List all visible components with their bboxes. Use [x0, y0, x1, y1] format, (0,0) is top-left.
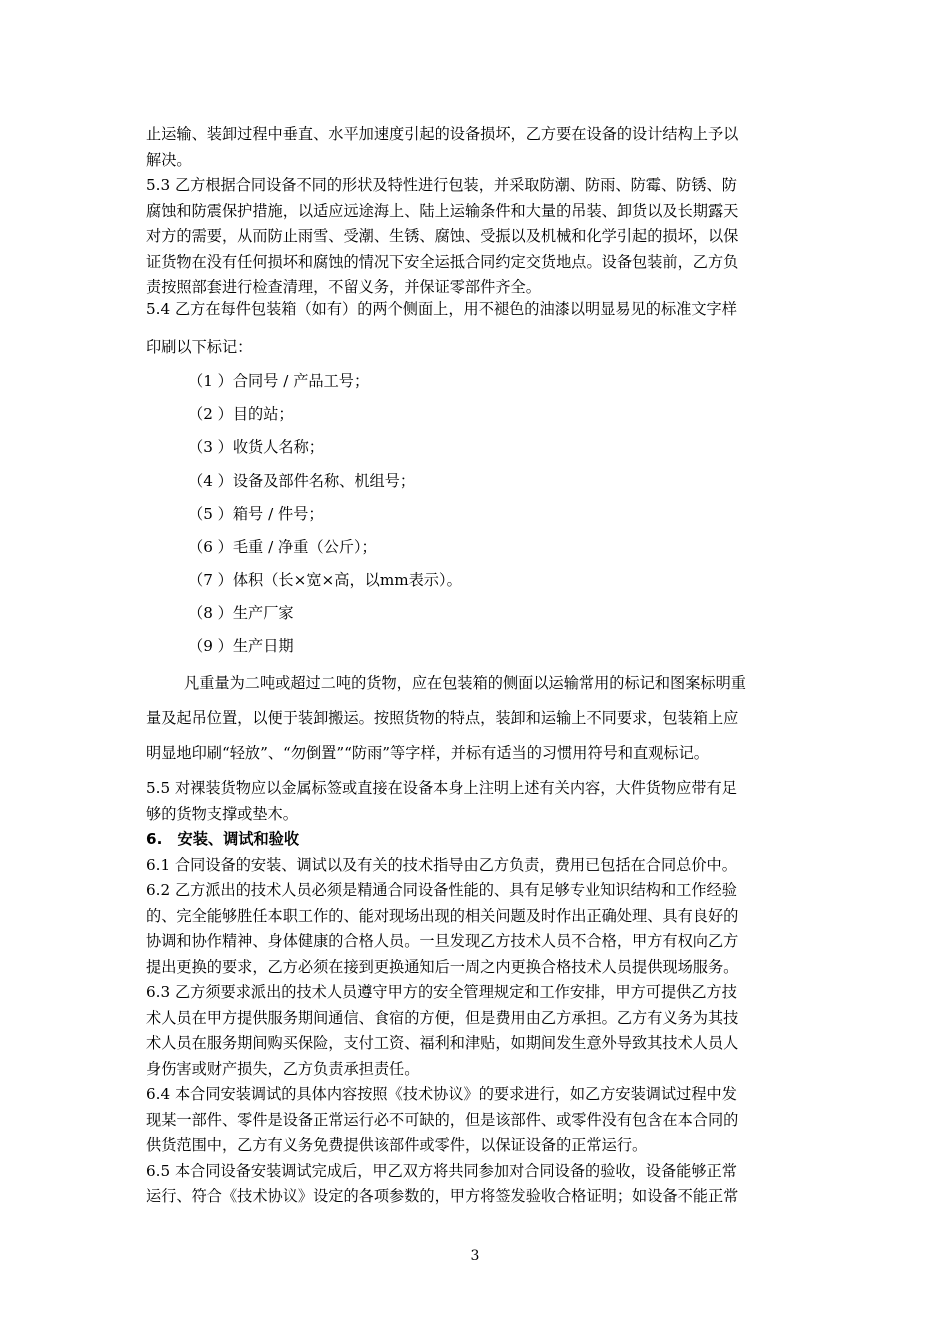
mark-item: （4 ）设备及部件名称、机组号； [188, 472, 416, 490]
text-line: 术人员在服务期间购买保险，支付工资、福利和津贴，如期间发生意外导致其技术人员人 [146, 1034, 739, 1052]
heavy-goods-note-line-3: 明显地印刷“轻放”、“勿倒置”“防雨”等字样，并标有适当的习惯用符号和直观标记。 [146, 744, 709, 762]
text-line: 现某一部件、零件是设备正常运行必不可缺的，但是该部件、或零件没有包含在本合同的 [146, 1110, 739, 1129]
text-line: 协调和协作精神、身体健康的合格人员。一旦发现乙方技术人员不合格，甲方有权向乙方 [146, 932, 739, 950]
section-6 [146, 827, 806, 1210]
text-line: 6.2 乙方派出的技术人员必须是精通合同设备性能的、具有足够专业知识结构和工作经验 [146, 881, 737, 899]
text-line: 供货范围中，乙方有义务免费提供该部件或零件，以保证设备的正常运行。 [146, 1136, 648, 1154]
heavy-goods-note-line-2: 量及起吊位置，以便于装卸搬运。按照货物的特点，装卸和运输上不同要求，包装箱上应 [146, 709, 739, 727]
text-line: 腐蚀和防震保护措施，以适应远途海上、陆上运输条件和大量的吊装、卸货以及长期露天 [146, 201, 739, 220]
text-line: 的、完全能够胜任本职工作的、能对现场出现的相关问题及时作出正确处理、具有良好的 [146, 906, 739, 925]
mark-item: （7 ）体积（长×宽×高，以mm表示）。 [188, 571, 462, 589]
heavy-goods-note-line-1: 凡重量为二吨或超过二吨的货物，应在包装箱的侧面以运输常用的标记和图案标明重 [184, 674, 746, 692]
section-6-heading: 6. 安装、调试和验收 [146, 830, 300, 848]
section-5-5 [146, 776, 806, 827]
mark-item: （6 ）毛重 / 净重（公斤）； [188, 538, 377, 556]
text-line: 5.3 乙方根据合同设备不同的形状及特性进行包装，并采取防潮、防雨、防霉、防锈、防 [146, 176, 737, 194]
section-5-4-line-1: 5.4 乙方在每件包装箱（如有）的两个侧面上，用不褪色的油漆以明显易见的标准文字样 [146, 300, 737, 318]
text-line: 责按照部套进行检查清理，不留义务，并保证零部件齐全。 [146, 278, 541, 296]
section-5-4-line-2: 印刷以下标记： [146, 338, 253, 356]
mark-item: （2 ）目的站； [188, 405, 294, 423]
text-line: 解决。 [146, 150, 192, 169]
section-5-3 [146, 173, 806, 301]
mark-item: （1 ）合同号 / 产品工号； [188, 372, 370, 390]
text-line: 6.4 本合同安装调试的具体内容按照《技术协议》的要求进行，如乙方安装调试过程中发 [146, 1085, 737, 1103]
mark-item: （5 ）箱号 / 件号； [188, 505, 324, 523]
text-line: 提出更换的要求，乙方必须在接到更换通知后一周之内更换合格技术人员提供现场服务。 [146, 957, 739, 976]
text-line: 5.5 对裸装货物应以金属标签或直接在设备本身上注明上述有关内容，大件货物应带有足 [146, 779, 737, 797]
text-line: 身伤害或财产损失，乙方负责承担责任。 [146, 1059, 420, 1078]
mark-item: （8 ）生产厂家 [188, 604, 294, 622]
text-line: 证货物在没有任何损坏和腐蚀的情况下安全运抵合同约定交货地点。设备包装前，乙方负 [146, 252, 739, 271]
mark-item: （9 ）生产日期 [188, 637, 294, 655]
mark-item: （3 ）收货人名称； [188, 438, 324, 456]
text-line: 6.5 本合同设备安装调试完成后，甲乙双方将共同参加对合同设备的验收，设备能够正常 [146, 1161, 737, 1180]
text-line: 止运输、装卸过程中垂直、水平加速度引起的设备损坏，乙方要在设备的设计结构上予以 [146, 125, 739, 143]
text-line: 术人员在甲方提供服务期间通信、食宿的方便，但是费用由乙方承担。乙方有义务为其技 [146, 1008, 739, 1027]
text-line: 够的货物支撑或垫木。 [146, 804, 298, 823]
text-line: 6.1 合同设备的安装、调试以及有关的技术指导由乙方负责，费用已包括在合同总价中。 [146, 855, 737, 874]
section-5-2-tail [146, 122, 806, 173]
text-line: 对方的需要，从而防止雨雪、受潮、生锈、腐蚀、受振以及机械和化学引起的损坏，以保 [146, 227, 739, 245]
text-line: 6.3 乙方须要求派出的技术人员遵守甲方的安全管理规定和工作安排，甲方可提供乙方技 [146, 983, 737, 1001]
page-number: 3 [470, 1248, 480, 1264]
text-line: 运行、符合《技术协议》设定的各项参数的，甲方将签发验收合格证明；如设备不能正常 [146, 1187, 739, 1205]
